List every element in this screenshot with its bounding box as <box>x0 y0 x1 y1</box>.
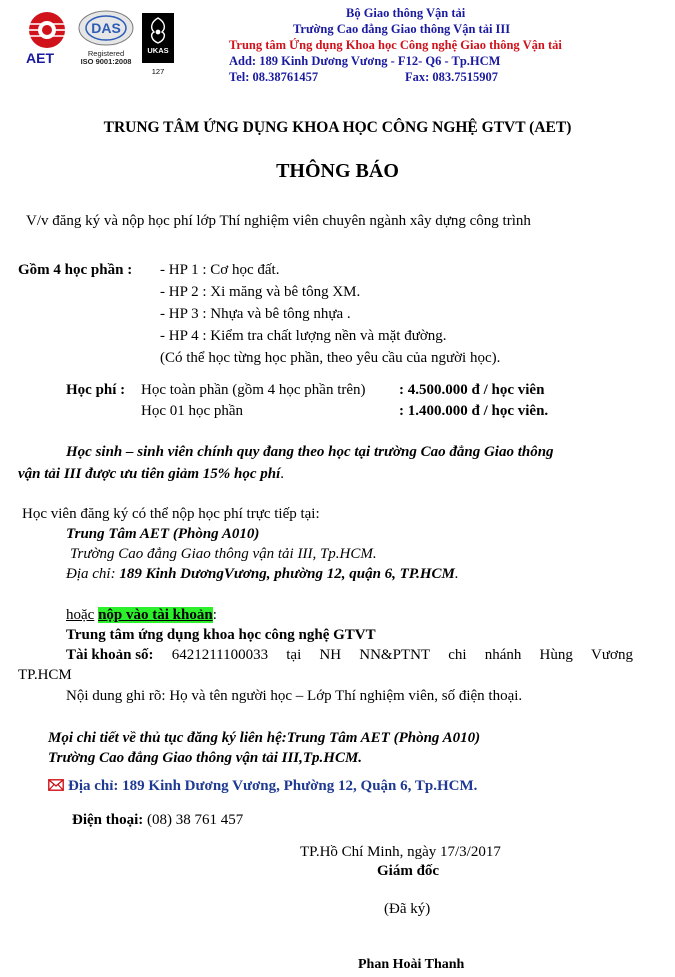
fee-label: Học phí : <box>66 382 126 398</box>
signature-role: Giám đốc <box>377 863 440 879</box>
fee-single-price: : 1.400.000 đ / học viên. <box>399 403 549 419</box>
center-name: Trung tâm Ứng dụng Khoa học Công nghệ Giao thông Vận tải <box>229 38 562 52</box>
payment-intro: Học viên đăng ký có thể nộp học phí trực tiếp tại: <box>22 506 320 522</box>
header-tel: Tel: 08.38761457 <box>229 70 319 84</box>
signature-date: TP.Hồ Chí Minh, ngày 17/3/2017 <box>300 844 501 860</box>
signature-name: Phan Hoài Thanh <box>358 957 465 972</box>
module-item: - HP 1 : Cơ học đất. <box>160 262 280 278</box>
notice-title: THÔNG BÁO <box>276 160 399 182</box>
aet-logo-text: AET <box>26 50 54 66</box>
payment-address: Địa chỉ: 189 Kinh DươngVương, phường 12, quận 6, TP.HCM. <box>66 566 459 582</box>
modules-note: (Có thể học từng học phần, theo yêu cầu của người học). <box>160 350 501 366</box>
module-item: - HP 4 : Kiểm tra chất lượng nền và mặt đường. <box>160 328 447 344</box>
das-logo <box>76 8 136 70</box>
payment-center: Trung Tâm AET (Phòng A010) <box>66 526 260 542</box>
contact-line-1: Mọi chi tiết về thủ tục đăng ký liên hệ:Trung Tâm AET (Phòng A010) <box>48 730 481 746</box>
discount-line-2: vận tải III được ưu tiên giảm 15% học phí. <box>18 466 285 482</box>
module-item: - HP 3 : Nhựa và bê tông nhựa . <box>160 306 351 322</box>
signature-signed: (Đã ký) <box>384 901 431 917</box>
college-name: Trường Cao đẳng Giao thông Vận tải III <box>293 22 511 36</box>
discount-line-1: Học sinh – sinh viên chính quy đang theo học tại trường Cao đẳng Giao thông <box>66 444 554 460</box>
header-fax: Fax: 083.7515907 <box>405 70 499 84</box>
ukas-logo <box>141 12 175 78</box>
notice-subject: V/v đăng ký và nộp học phí lớp Thí nghiệm viên chuyên ngành xây dựng công trình <box>26 213 531 229</box>
contact-address: Địa chỉ: 189 Kinh Dương Vương, Phường 12, Quận 6, Tp.HCM. <box>48 778 477 796</box>
fee-full-price: : 4.500.000 đ / học viên <box>399 382 545 398</box>
fee-full-desc: Học toàn phần (gồm 4 học phần trên) <box>141 382 366 398</box>
payment-school: Trường Cao đẳng Giao thông vận tải III, Tp.HCM. <box>70 546 377 562</box>
modules-label: Gồm 4 học phần : <box>18 262 133 278</box>
payment-or-line: hoặc nộp vào tài khoản: <box>66 607 217 623</box>
envelope-icon <box>48 779 64 796</box>
ukas-number: 127 <box>151 67 165 76</box>
aet-logo <box>22 8 72 70</box>
svg-text:DAS: DAS <box>91 20 121 36</box>
account-city: TP.HCM <box>18 667 72 683</box>
ministry-name: Bộ Giao thông Vận tải <box>346 6 466 20</box>
module-item: - HP 2 : Xi măng và bê tông XM. <box>160 284 361 300</box>
content-note: Nội dung ghi rõ: Họ và tên người học – Lớp Thí nghiệm viên, số điện thoại. <box>66 688 523 704</box>
account-number-line: Tài khoản số: 6421211100033 tại NH NN&PTNT chi nhánh Hùng Vương <box>66 647 633 663</box>
ukas-text: UKAS <box>147 46 169 55</box>
contact-phone: Điện thoại: (08) 38 761 457 <box>72 812 244 828</box>
header-address: Add: 189 Kinh Dương Vương - F12- Q6 - Tp.HCM <box>229 54 501 68</box>
fee-single-desc: Học 01 học phần <box>141 403 244 419</box>
contact-line-2: Trường Cao đẳng Giao thông vận tải III,Tp.HCM. <box>48 750 363 766</box>
account-highlight: nộp vào tài khoản <box>98 607 213 623</box>
org-title: TRUNG TÂM ỨNG DỤNG KHOA HỌC CÔNG NGHỆ GTVT (AET) <box>103 119 572 136</box>
das-registered: Registered <box>87 49 125 58</box>
account-org: Trung tâm ứng dụng khoa học công nghệ GTVT <box>66 627 376 643</box>
das-iso: ISO 9001:2008 <box>80 57 132 66</box>
